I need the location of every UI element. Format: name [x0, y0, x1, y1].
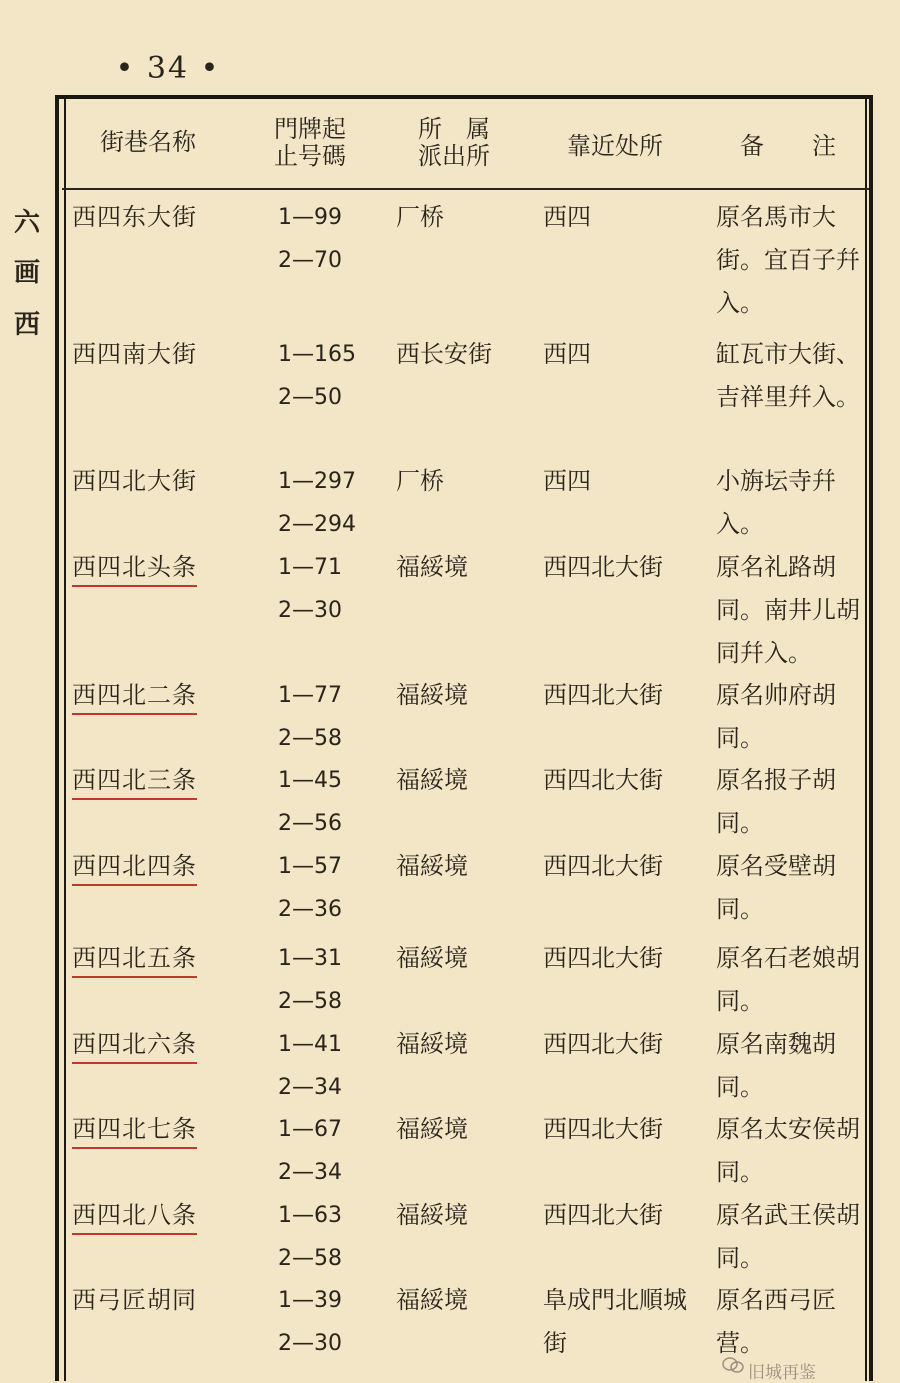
header-nearby: 靠近处所 [567, 132, 663, 160]
police-station: 厂桥 [396, 467, 444, 495]
police-station: 福綏境 [396, 944, 468, 972]
nearby-place: 西四 [543, 467, 591, 495]
watermark-text: 旧城再鉴 [748, 1363, 816, 1383]
header-divider [62, 188, 869, 190]
police-station: 福綏境 [396, 766, 468, 794]
remark: 原名西弓匠营。 [716, 1286, 836, 1357]
door-number-range: 1—63 2—58 [278, 1203, 342, 1271]
street-name: 西弓匠胡同 [72, 1286, 197, 1314]
header-door-number [262, 116, 358, 170]
header-station [404, 116, 504, 170]
chat-bubble-icon [722, 1356, 744, 1374]
street-name: 西四东大街 [72, 203, 197, 231]
police-station: 福綏境 [396, 1201, 468, 1229]
side-char: 西 [13, 310, 40, 340]
header-street-name: 街巷名称 [100, 128, 196, 156]
door-number-range: 1—45 2—56 [278, 768, 342, 836]
street-name: 西四北八条 [72, 1194, 197, 1237]
street-name: 西四北大街 [72, 467, 197, 495]
page-number: • 34 • [115, 50, 221, 86]
frame-inner-rule [865, 95, 867, 1381]
police-station: 福綏境 [396, 1030, 468, 1058]
remark: 原名太安侯胡同。 [716, 1115, 860, 1186]
street-name: 西四南大街 [72, 340, 197, 368]
nearby-place: 阜成門北順城街 [543, 1286, 687, 1357]
police-station: 厂桥 [396, 203, 444, 231]
remark: 缸瓦市大街、吉祥里幷入。 [716, 340, 860, 411]
remark: 原名馬市大街。宜百子幷入。 [716, 203, 860, 317]
police-station: 福綏境 [396, 852, 468, 880]
nearby-place: 西四 [543, 203, 591, 231]
header-notes: 备 注 [740, 132, 836, 160]
nearby-place: 西四北大街 [543, 1115, 663, 1143]
remark: 原名礼路胡同。南井儿胡同幷入。 [716, 553, 860, 667]
header-door-number-line: 止号碼 [274, 142, 346, 170]
police-station: 福綏境 [396, 553, 468, 581]
street-name: 西四北五条 [72, 937, 197, 980]
door-number-range: 1—67 2—34 [278, 1117, 342, 1185]
street-name: 西四北三条 [72, 759, 197, 802]
header-station-line: 派出所 [418, 142, 490, 170]
side-char: 六 [13, 208, 40, 238]
nearby-place: 西四 [543, 340, 591, 368]
street-name: 西四北六条 [72, 1023, 197, 1066]
nearby-place: 西四北大街 [543, 852, 663, 880]
frame-inner-rule [64, 95, 66, 1381]
remark: 小旃坛寺幷入。 [716, 467, 836, 538]
header-station-line: 所 属 [418, 115, 490, 143]
side-index-label [10, 198, 44, 350]
police-station: 西长安街 [396, 340, 492, 368]
remark: 原名武王侯胡同。 [716, 1201, 860, 1272]
remark: 原名石老娘胡同。 [716, 944, 860, 1015]
nearby-place: 西四北大街 [543, 944, 663, 972]
street-name: 西四北四条 [72, 845, 197, 888]
remark: 原名南魏胡同。 [716, 1030, 836, 1101]
door-number-range: 1—297 2—294 [278, 469, 356, 537]
street-name: 西四北二条 [72, 674, 197, 717]
door-number-range: 1—39 2—30 [278, 1288, 342, 1356]
door-number-range: 1—41 2—34 [278, 1032, 342, 1100]
nearby-place: 西四北大街 [543, 1201, 663, 1229]
door-number-range: 1—165 2—50 [278, 342, 356, 410]
header-door-number-line: 門牌起 [274, 115, 346, 143]
remark: 原名帅府胡同。 [716, 681, 836, 752]
police-station: 福綏境 [396, 1115, 468, 1143]
door-number-range: 1—31 2—58 [278, 946, 342, 1014]
nearby-place: 西四北大街 [543, 681, 663, 709]
street-name: 西四北七条 [72, 1108, 197, 1151]
police-station: 福綏境 [396, 1286, 468, 1314]
door-number-range: 1—57 2—36 [278, 854, 342, 922]
door-number-range: 1—71 2—30 [278, 555, 342, 623]
remark: 原名受壁胡同。 [716, 852, 836, 923]
street-name: 西四北头条 [72, 546, 197, 589]
nearby-place: 西四北大街 [543, 1030, 663, 1058]
side-char: 画 [13, 258, 40, 288]
remark: 原名报子胡同。 [716, 766, 836, 837]
door-number-range: 1—77 2—58 [278, 683, 342, 751]
door-number-range: 1—99 2—70 [278, 205, 342, 273]
police-station: 福綏境 [396, 681, 468, 709]
nearby-place: 西四北大街 [543, 766, 663, 794]
nearby-place: 西四北大街 [543, 553, 663, 581]
